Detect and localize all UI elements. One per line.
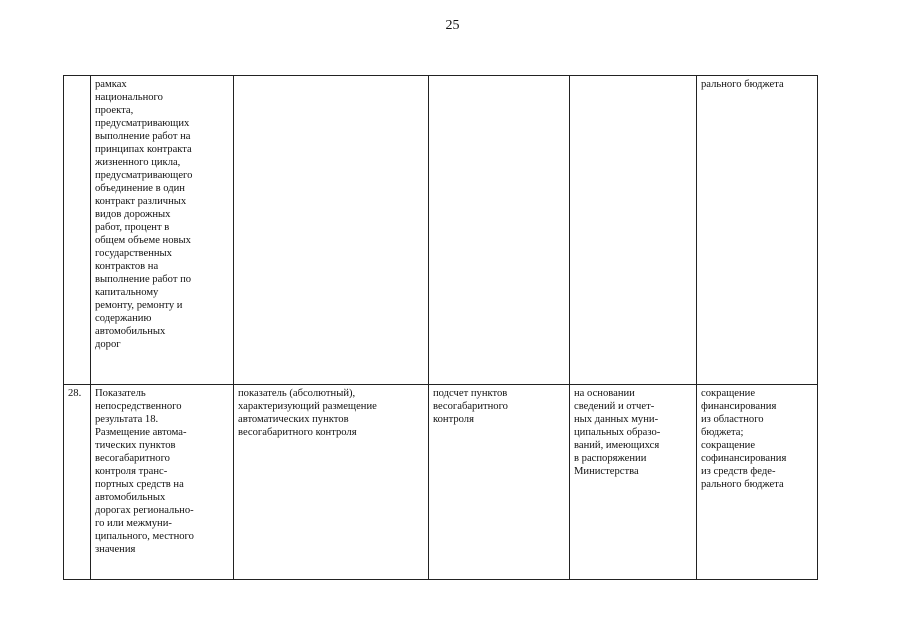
data-source-cell xyxy=(570,76,697,385)
calculation-method-cell xyxy=(429,76,570,385)
consequences-cell: сокращение финансирования из областного бюджета; сокращение софинансирования из средств феде- рального бюджета xyxy=(697,385,818,580)
indicator-definition-cell: показатель (абсолютный), характеризующий размещение автоматических пунктов весогабаритного контроля xyxy=(234,385,429,580)
indicator-table xyxy=(63,75,818,580)
calculation-method-cell: подсчет пунктов весогабаритного контроля xyxy=(429,385,570,580)
indicator-definition-cell xyxy=(234,76,429,385)
consequences-cell: рального бюджета xyxy=(697,76,818,385)
table-row xyxy=(64,385,818,580)
row-number-cell xyxy=(64,76,91,385)
page-number: 25 xyxy=(445,18,460,33)
indicator-name-cell: рамках национального проекта, предусматривающих выполнение работ на принципах контракта жизненного цикла, предусматривающего объединение в один контракт различных видов дорожных работ, процент в общем объеме новых государственных контрактов на выполнение работ по капитальному ремонту, ремонту и содержанию автомобильных дорог xyxy=(91,76,234,385)
table-row xyxy=(64,76,818,385)
row-number-cell: 28. xyxy=(64,385,91,580)
indicator-name-cell: Показатель непосредственного результата 18. Размещение автома- тических пунктов весогабаритного контроля транс- портных средств на автомобильных дорогах регионально- го или межмуни- ципального, местного значения xyxy=(91,385,234,580)
data-source-cell: на основании сведений и отчет- ных данных муни- ципальных образо- ваний, имеющихся в распоряжении Министерства xyxy=(570,385,697,580)
